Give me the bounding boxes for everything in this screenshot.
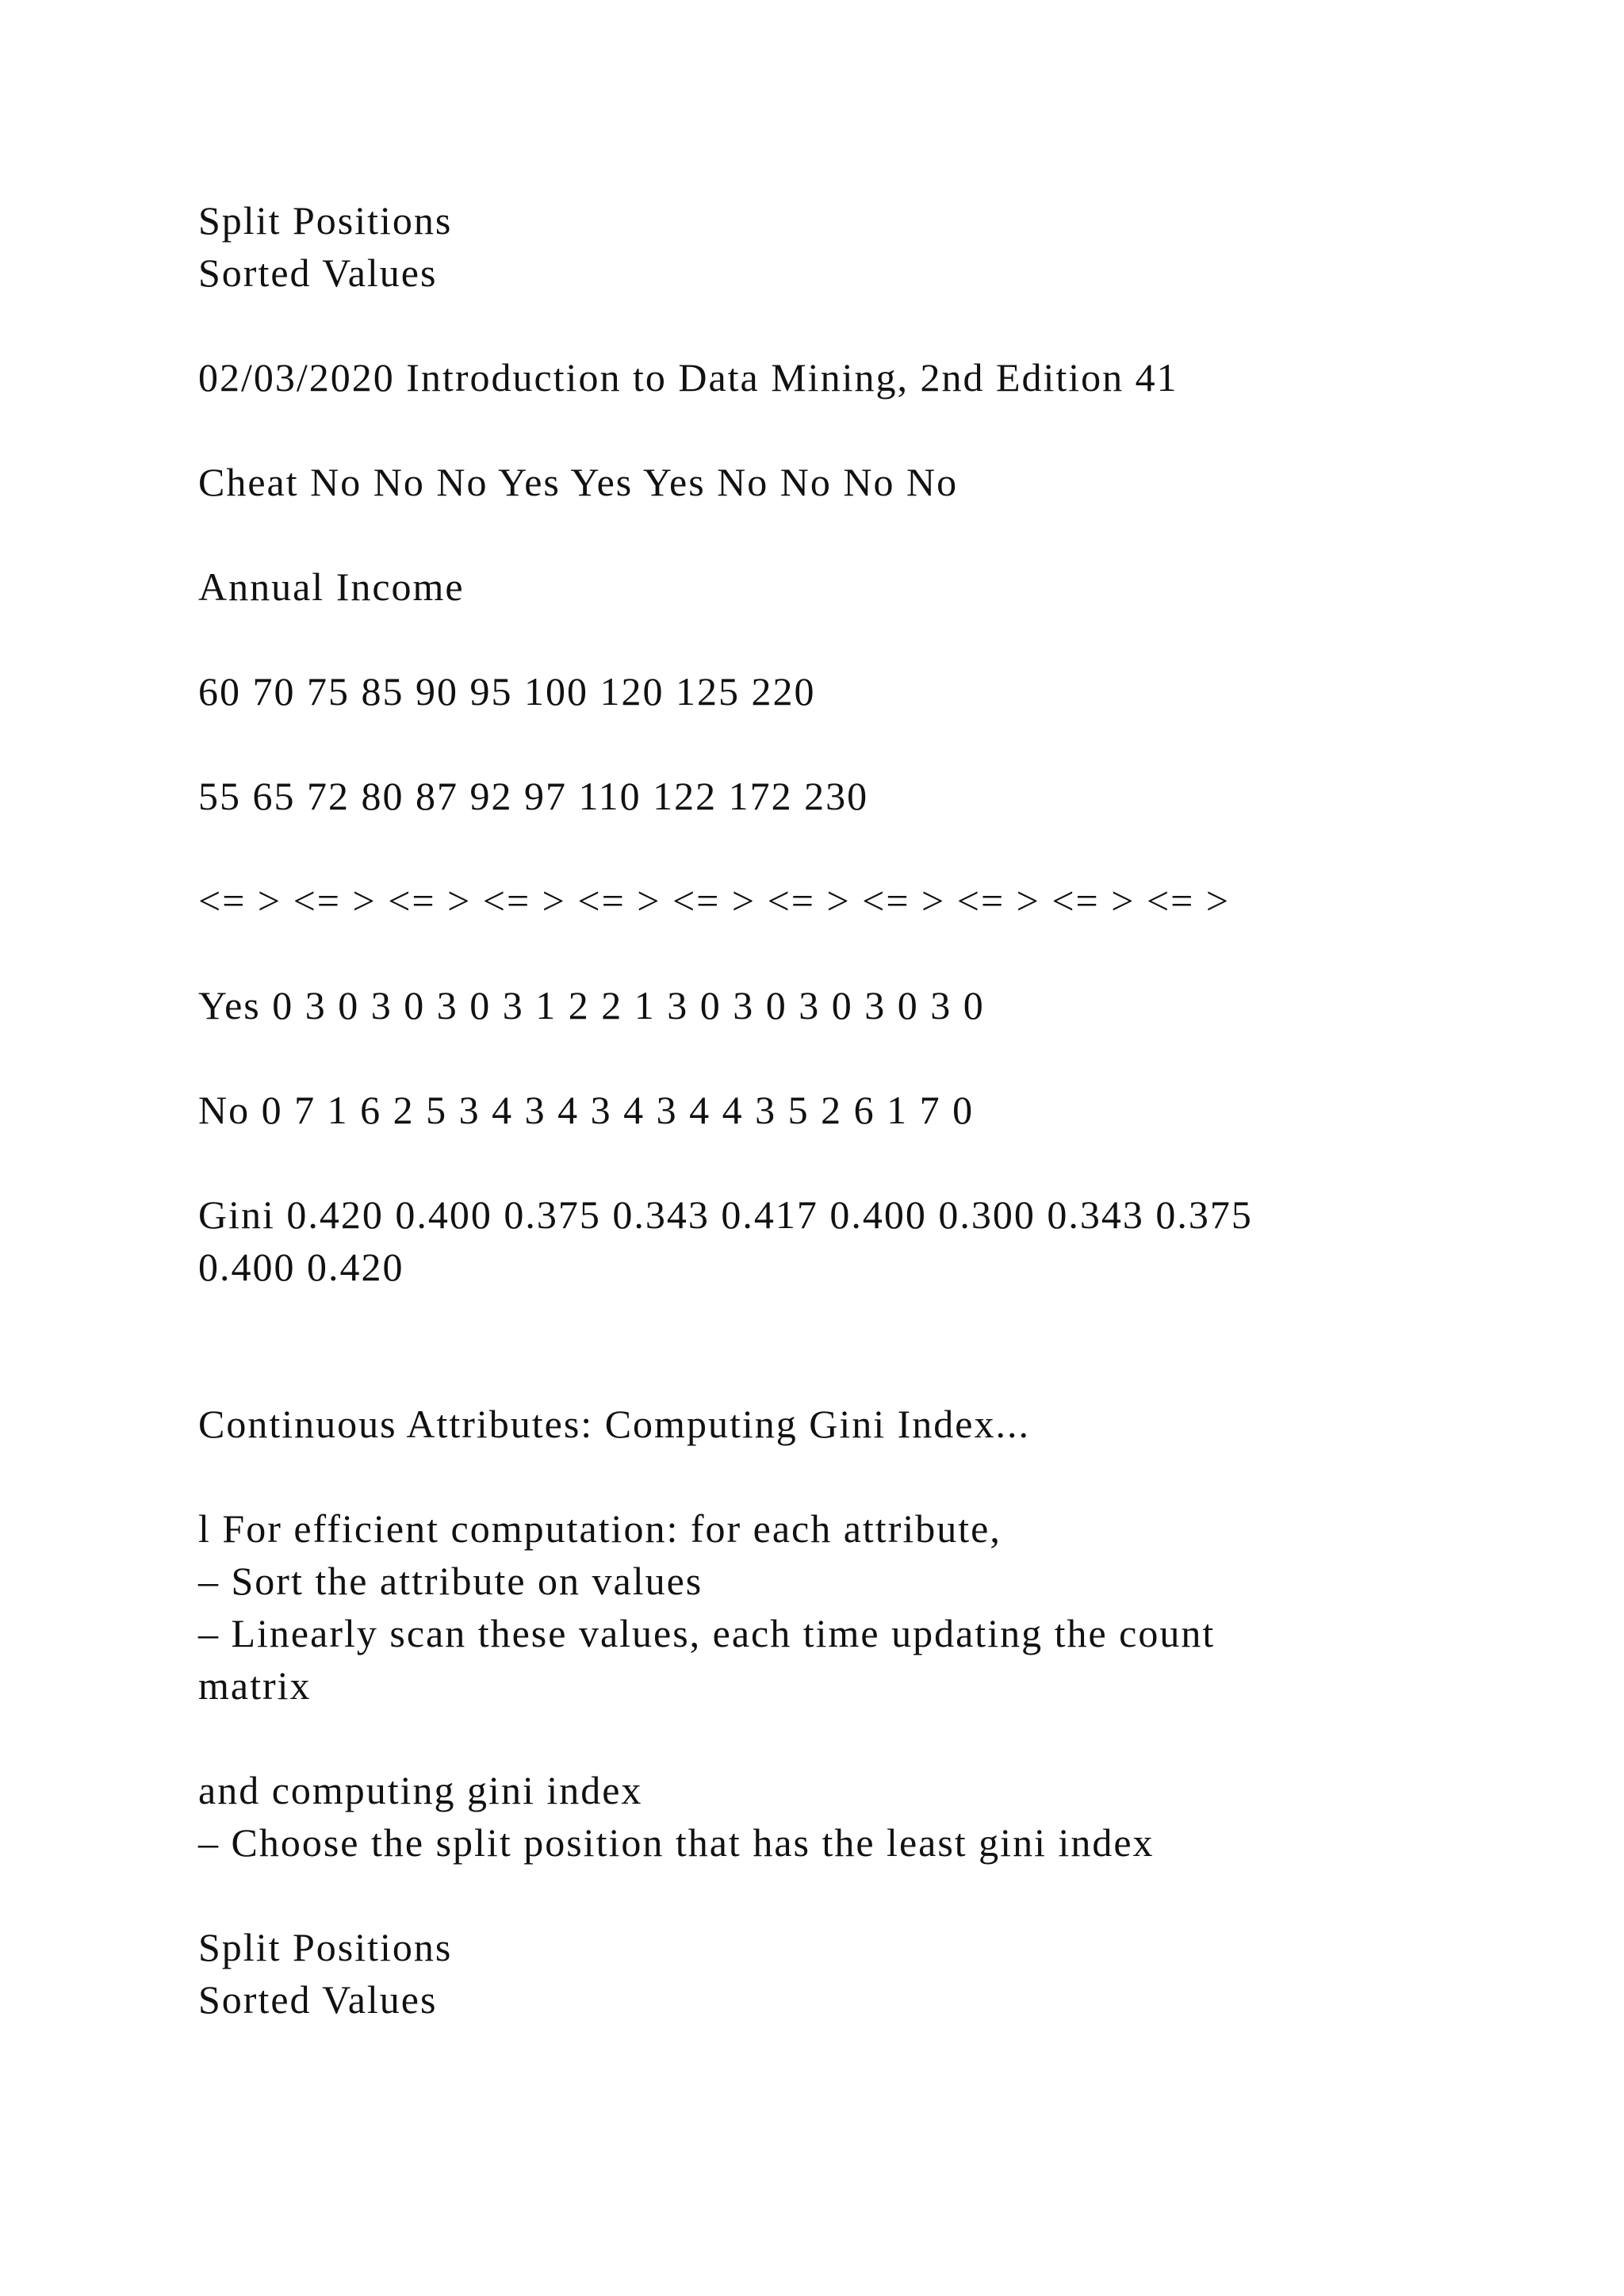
spacer (198, 1031, 1435, 1084)
bullet-main: l For efficient computation: for each attribute, (198, 1506, 1002, 1551)
bullet-sub-scan: – Linearly scan these values, each time updating the count (198, 1611, 1216, 1655)
split-positions-label-2: Split Positions (198, 1925, 453, 1969)
spacer (198, 927, 1435, 979)
sorted-values-row: 60 70 75 85 90 95 100 120 125 220 (198, 669, 816, 714)
spacer (198, 1293, 1435, 1398)
operators-row: <= > <= > <= > <= > <= > <= > <= > <= > <= > <= > <= > (198, 878, 1231, 923)
spacer (198, 1136, 1435, 1188)
bullet-sub-scan-continued: matrix (198, 1663, 312, 1708)
split-positions-row: 55 65 72 80 87 92 97 110 122 172 230 (198, 774, 869, 818)
no-count-row: No 0 7 1 6 2 5 3 4 3 4 3 4 3 4 4 3 5 2 6 1 7 0 (198, 1088, 975, 1132)
yes-count-row: Yes 0 3 0 3 0 3 0 3 1 2 2 1 3 0 3 0 3 0 3 0 3 0 (198, 983, 985, 1027)
cheat-row: Cheat No No No Yes Yes Yes No No No No (198, 460, 959, 504)
spacer (198, 718, 1435, 770)
document-page (198, 194, 1435, 2026)
section-title: Continuous Attributes: Computing Gini Index... (198, 1402, 1030, 1446)
spacer (198, 613, 1435, 665)
split-positions-label: Split Positions (198, 198, 453, 243)
bullet-sub-sort: – Sort the attribute on values (198, 1559, 703, 1603)
sorted-values-label-2: Sorted Values (198, 1977, 438, 2022)
sorted-values-label: Sorted Values (198, 251, 438, 295)
spacer (198, 1869, 1435, 1921)
spacer (198, 822, 1435, 874)
spacer (198, 1712, 1435, 1764)
slide-footer: 02/03/2020 Introduction to Data Mining, 2nd Edition 41 (198, 355, 1178, 400)
bullet-sub-scan-continuation: and computing gini index (198, 1768, 643, 1812)
spacer (198, 508, 1435, 561)
annual-income-label: Annual Income (198, 564, 465, 609)
gini-row-continued: 0.400 0.420 (198, 1245, 404, 1289)
spacer (198, 1450, 1435, 1502)
spacer (198, 404, 1435, 456)
bullet-sub-choose: – Choose the split position that has the least gini index (198, 1820, 1155, 1865)
gini-row: Gini 0.420 0.400 0.375 0.343 0.417 0.400 0.300 0.343 0.375 (198, 1192, 1253, 1237)
spacer (198, 299, 1435, 351)
